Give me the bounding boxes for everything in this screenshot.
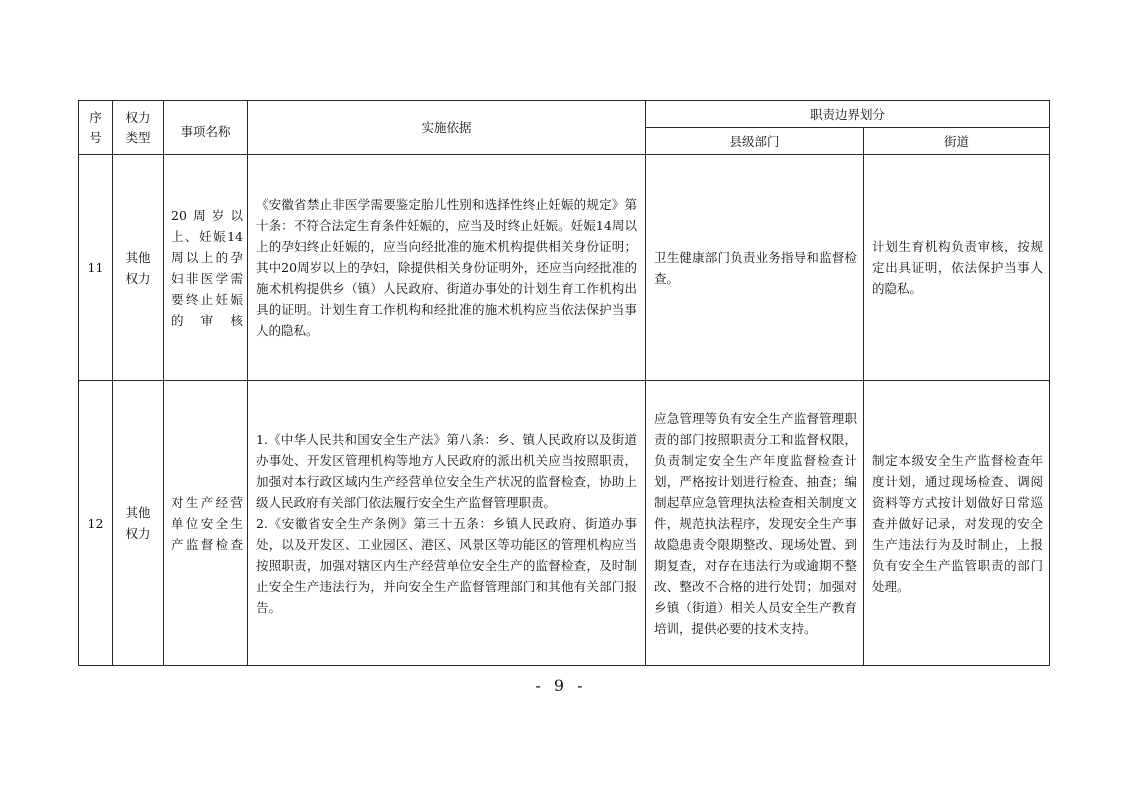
row-street-duty: 计划生育机构负责审核，按规定出具证明，依法保护当事人的隐私。 xyxy=(864,155,1050,381)
header-power-type: 权力类型 xyxy=(113,101,164,155)
row-power-type: 其他权力 xyxy=(113,381,164,666)
table-row xyxy=(79,155,1050,381)
row-power-type: 其他权力 xyxy=(113,155,164,381)
row-county-duty: 卫生健康部门负责业务指导和监督检查。 xyxy=(646,155,864,381)
header-street: 街道 xyxy=(864,128,1050,155)
responsibility-table xyxy=(78,100,1050,666)
row-basis xyxy=(248,381,646,666)
row-street-duty: 制定本级安全生产监督检查年度计划，通过现场检查、调阅资料等方式按计划做好日常巡查并做好记录，对发现的安全生产违法行为及时制止，上报负有安全生产监管职责的部门处理。 xyxy=(864,381,1050,666)
row-seq: 11 xyxy=(79,155,113,381)
row-basis: 《安徽省禁止非医学需要鉴定胎儿性别和选择性终止妊娠的规定》第十条：不符合法定生育条件妊娠的，应当及时终止妊娠。妊娠14周以上的孕妇终止妊娠的，应当向经批准的施术机构提供相关身份证明；其中20周岁以上的孕妇，除提供相关身份证明外，还应当向经批准的施术机构提供乡（镇）人民政府、街道办事处的计划生育工作机构出具的证明。计划生育工作机构和经批准的施术机构应当依法保护当事人的隐私。 xyxy=(248,155,646,381)
page-number: - 9 - xyxy=(535,676,587,695)
row-county-duty: 应急管理等负有安全生产监督管理职责的部门按照职责分工和监督权限，负责制定安全生产年度监督检查计划，严格按计划进行检查、抽查；编制起草应急管理执法检查相关制度文件，规范执法程序，发现安全生产事故隐患责令限期整改、现场处置、到期复查，对存在违法行为或逾期不整改、整改不合格的进行处罚；加强对乡镇（街道）相关人员安全生产教育培训，提供必要的技术支持。 xyxy=(646,381,864,666)
basis-item: 2.《安徽省安全生产条例》第三十五条：乡镇人民政府、街道办事处，以及开发区、工业园区、港区、风景区等功能区的管理机构应当按照职责，加强对辖区内生产经营单位安全生产的监督检查，及时制止安全生产违法行为，并向安全生产监督管理部门和其他有关部门报告。 xyxy=(256,515,637,615)
row-item-name: 20周岁以上、妊娠14周以上的孕妇非医学需要终止妊娠的审核 xyxy=(164,155,248,381)
row-seq: 12 xyxy=(79,381,113,666)
header-county: 县级部门 xyxy=(646,128,864,155)
row-item-name: 对生产经营单位安全生产监督检查 xyxy=(164,381,248,666)
basis-item: 1.《中华人民共和国安全生产法》第八条：乡、镇人民政府以及街道办事处、开发区管理机构等地方人民政府的派出机关应当按照职责，加强对本行政区域内生产经营单位安全生产状况的监督检查，协助上级人民政府有关部门依法履行安全生产监督管理职责。 xyxy=(256,431,637,510)
header-basis: 实施依据 xyxy=(248,101,646,155)
table-row xyxy=(79,381,1050,666)
header-seq: 序号 xyxy=(79,101,113,155)
header-boundary: 职责边界划分 xyxy=(646,101,1050,128)
header-item-name: 事项名称 xyxy=(164,101,248,155)
